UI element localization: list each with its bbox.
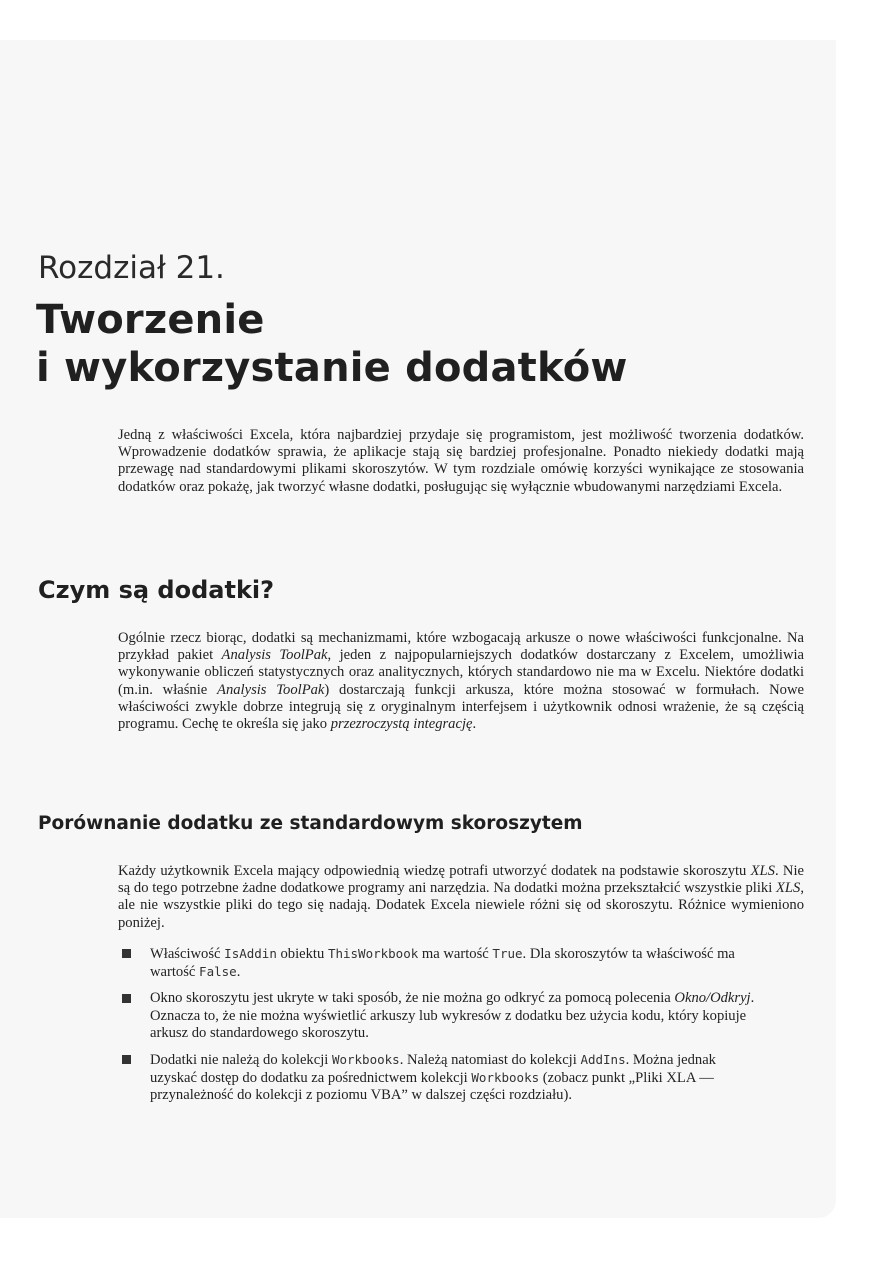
- bullet-square-icon: [122, 1055, 131, 1064]
- list-item: Właściwość IsAddin obiektu ThisWorkbook ma wartość True. Dla skoroszytów ta właściwość ma wartość False.: [118, 945, 758, 981]
- section-heading-czym-sa-dodatki: Czym są dodatki?: [38, 576, 275, 604]
- chapter-title-line-1: Tworzenie: [36, 297, 265, 343]
- section1-paragraph: Ogólnie rzecz biorąc, dodatki są mechanizmami, które wzbogacają arkusze o nowe właściwości funkcjonalne. Na przykład pakiet Analysis ToolPak, jeden z najpopularniejszych dodatków dostarczany z Excelem, umożliwia wykonywanie obliczeń statystycznych oraz analitycznych, których standardowo nie ma w Excelu. Niektóre dodatki (m.in. właśnie Analysis ToolPak) dostarczają funkcji arkusza, które można stosować w formułach. Nowe właściwości zwykle dobrze integrują się z oryginalnym interfejsem i użytkownik odnosi wrażenie, że są częścią programu. Cechę te określa się jako przezroczystą integrację.: [118, 630, 805, 733]
- differences-list: [118, 945, 758, 1114]
- chapter-title-line-2: i wykorzystanie dodatków: [36, 345, 628, 391]
- bullet-square-icon: [122, 994, 131, 1003]
- section2-paragraph: Każdy użytkownik Excela mający odpowiednią wiedzę potrafi utworzyć dodatek na podstawie skoroszytu XLS. Nie są do tego potrzebne żadne dodatkowe programy ani narzędzia. Na dodatki można przekształcić wszystkie pliki XLS, ale nie wszystkie pliki do tego się nadają. Dodatek Excela niewiele różni się od skoroszytu. Różnice wymieniono poniżej.: [118, 863, 804, 931]
- chapter-title: [36, 296, 816, 392]
- subsection-heading-porownanie: Porównanie dodatku ze standardowym skoroszytem: [38, 813, 583, 834]
- chapter-number: Rozdział 21.: [38, 250, 225, 286]
- bullet-square-icon: [122, 949, 131, 958]
- list-item: Okno skoroszytu jest ukryte w taki sposób, że nie można go odkryć za pomocą polecenia Okno/Odkryj. Oznacza to, że nie można wyświetlić arkuszy lub wykresów z dodatku bez użycia kodu, który kopiuje arkusz do standardowego skoroszytu.: [118, 990, 758, 1042]
- list-item: Dodatki nie należą do kolekcji Workbooks. Należą natomiast do kolekcji AddIns. Można jednak uzyskać dostęp do dodatku za pośrednictwem kolekcji Workbooks (zobacz punkt „Pliki XLA — przynależność do kolekcji z poziomu VBA” w dalszej części rozdziału).: [118, 1051, 758, 1105]
- intro-paragraph: Jedną z właściwości Excela, która najbardziej przydaje się programistom, jest możliwość tworzenia dodatków. Wprowadzenie dodatków sprawia, że aplikacje stają się bardziej profesjonalne. Ponadto niekiedy dodatki mają przewagę nad standardowymi plikami skoroszytów. W tym rozdziale omówię korzyści wynikające ze stosowania dodatków oraz pokażę, jak tworzyć własne dodatki, posługując się wyłącznie wbudowanymi narzędziami Excela.: [118, 427, 804, 495]
